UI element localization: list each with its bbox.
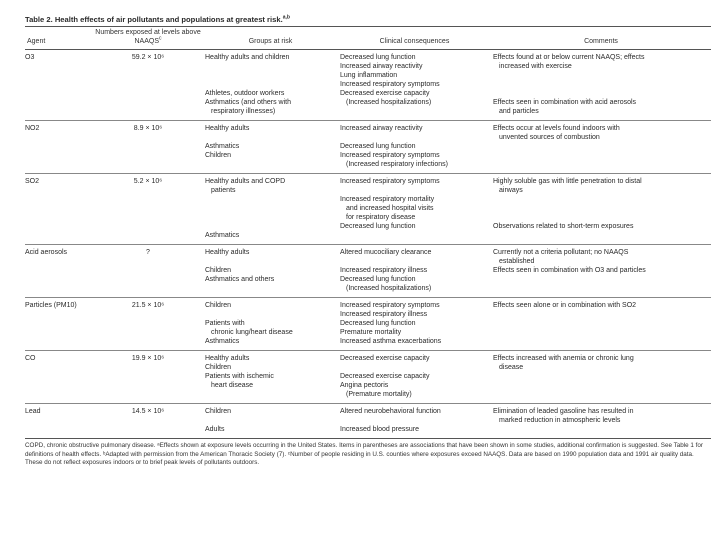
group-line — [205, 80, 336, 89]
table-row — [25, 121, 711, 174]
comment-line: Effects occur at levels found indoors with — [493, 125, 620, 132]
table-row — [25, 50, 711, 121]
group-line: Healthy adults and COPD — [205, 178, 286, 185]
comment-line: Effects increased with anemia or chronic lung — [493, 355, 634, 362]
clinical-line: Lung inflammation — [340, 72, 398, 79]
exposed-count: 14.5 × 10⁶ — [131, 408, 165, 415]
comments-cell — [491, 245, 711, 298]
comment-line: Effects seen in combination with O3 and particles — [493, 267, 646, 274]
agent-cell — [25, 245, 93, 298]
exposed-count-cell — [93, 121, 203, 174]
clinical-cell — [338, 121, 491, 174]
comment-line: Currently not a criteria pollutant; no NAAQS — [493, 249, 629, 256]
agent-cell — [25, 50, 93, 121]
groups-cell — [203, 50, 338, 121]
group-line: Athletes, outdoor workers — [205, 90, 285, 97]
clinical-line: Decreased lung function — [340, 54, 416, 61]
groups-cell — [203, 174, 338, 245]
comment-line: Observations related to short-term exposures — [493, 223, 634, 230]
clinical-line: Increased respiratory illness — [340, 267, 428, 274]
groups-cell — [203, 351, 338, 404]
exposed-count-cell — [93, 351, 203, 404]
table-row — [25, 245, 711, 298]
exposed-count-cell — [93, 404, 203, 439]
exposed-count: 19.9 × 10⁶ — [131, 355, 165, 362]
comment-line: Elimination of leaded gasoline has resulted in — [493, 408, 634, 415]
clinical-line: (Increased hospitalizations) — [346, 285, 432, 292]
comment-line: and particles — [499, 108, 539, 115]
group-line — [205, 71, 336, 80]
groups-cell — [203, 121, 338, 174]
exposed-count: 21.5 × 10⁶ — [131, 302, 165, 309]
clinical-line: Decreased lung function — [340, 223, 416, 230]
group-line: Children — [205, 364, 232, 371]
agent-name: Particles (PM10) — [25, 302, 77, 309]
clinical-line — [340, 257, 489, 266]
comment-line — [493, 71, 709, 80]
comment-line — [493, 213, 709, 222]
comment-line — [493, 89, 709, 98]
group-line: Children — [205, 302, 232, 309]
groups-cell — [203, 245, 338, 298]
table-row — [25, 351, 711, 404]
comment-line: marked reduction in atmospheric levels — [499, 417, 621, 424]
comments-cell — [491, 298, 711, 351]
table-row — [25, 404, 711, 439]
agent-name: CO — [25, 355, 36, 362]
comments-cell — [491, 50, 711, 121]
agent-cell — [25, 121, 93, 174]
group-line — [205, 133, 336, 142]
header-groups: Groups at risk — [203, 27, 338, 50]
clinical-line: Decreased exercise capacity — [340, 90, 430, 97]
clinical-line: (Increased respiratory infections) — [346, 161, 448, 168]
clinical-line: Increased respiratory symptoms — [340, 302, 440, 309]
groups-cell — [203, 404, 338, 439]
group-line: Children — [205, 152, 232, 159]
clinical-line: Decreased lung function — [340, 143, 416, 150]
group-line: Asthmatics — [205, 143, 240, 150]
header-comments: Comments — [491, 27, 711, 50]
groups-cell — [203, 298, 338, 351]
agent-cell — [25, 174, 93, 245]
header-agent: Agent — [25, 27, 93, 50]
group-line: Healthy adults — [205, 249, 250, 256]
exposed-count: 8.9 × 10⁶ — [133, 125, 163, 132]
table-footnote: COPD, chronic obstructive pulmonary disease. ᵃEffects shown at exposure levels occurring in the United States. Items in parentheses are associations that have been shown in some studies, additional confirmation is suggested. See Table 1 for definitions of health effects. ᵇAdapted with permission from the American Thoracic Society (7). ᶜNumber of people residing in U.S. counties where exposures exceed NAAQS. Data are based on 1990 population data and 1991 air quality data. These do not reflect exposures indoors or to brief peak levels of pollutants outdoors. — [25, 438, 711, 468]
clinical-line: (Increased hospitalizations) — [346, 99, 432, 106]
clinical-line: Angina pectoris — [340, 382, 389, 389]
group-line: Children — [205, 267, 232, 274]
clinical-line: Increased blood pressure — [340, 426, 419, 433]
group-line: Asthmatics — [205, 338, 240, 345]
group-line: Asthmatics (and others with — [205, 99, 291, 106]
agent-cell — [25, 404, 93, 439]
exposed-count: ? — [146, 249, 150, 256]
header-numbers: Numbers exposed at levels above NAAQS$^c$ — [93, 27, 203, 50]
group-line: chronic lung/heart disease — [211, 329, 293, 336]
comment-line: Effects found at or below current NAAQS; effects — [493, 54, 645, 61]
group-line: respiratory illnesses) — [211, 108, 276, 115]
comment-line: unvented sources of combustion — [499, 134, 600, 141]
group-line — [205, 257, 336, 266]
comments-cell — [491, 121, 711, 174]
agent-cell — [25, 351, 93, 404]
table-title: Table 2. Health effects of air pollutants and populations at greatest risk.$^{a,b}$ — [25, 14, 290, 24]
clinical-line: for respiratory disease — [346, 214, 416, 221]
clinical-cell — [338, 174, 491, 245]
group-line — [205, 195, 336, 204]
group-line: Adults — [205, 426, 225, 433]
group-line: Patients with ischemic — [205, 373, 274, 380]
exposed-count-cell — [93, 174, 203, 245]
comment-line: disease — [499, 364, 524, 371]
header-row — [25, 27, 711, 50]
clinical-line: Increased respiratory symptoms — [340, 178, 440, 185]
clinical-cell — [338, 404, 491, 439]
group-line: Asthmatics — [205, 232, 240, 239]
comment-line: increased with exercise — [499, 63, 572, 70]
table-figure — [25, 14, 711, 468]
clinical-line: Decreased exercise capacity — [340, 355, 430, 362]
group-line — [205, 204, 336, 213]
clinical-line: Increased asthma exacerbations — [340, 338, 442, 345]
group-line: Patients with — [205, 320, 245, 327]
header-clinical: Clinical consequences — [338, 27, 491, 50]
exposed-count: 59.2 × 10⁶ — [131, 54, 165, 61]
clinical-cell — [338, 351, 491, 404]
clinical-line: Altered neurobehavioral function — [340, 408, 441, 415]
group-line: Healthy adults and children — [205, 54, 290, 61]
group-line: Asthmatics and others — [205, 276, 275, 283]
comments-cell — [491, 174, 711, 245]
clinical-line — [340, 363, 489, 372]
agent-name: SO2 — [25, 178, 40, 185]
table-row — [25, 298, 711, 351]
clinical-line: (Premature mortality) — [346, 391, 412, 398]
comments-cell — [491, 351, 711, 404]
clinical-line: Increased airway reactivity — [340, 125, 423, 132]
clinical-line: and increased hospital visits — [346, 205, 434, 212]
group-line: Healthy adults — [205, 355, 250, 362]
group-line — [205, 213, 336, 222]
clinical-line: Decreased exercise capacity — [340, 373, 430, 380]
agent-name: Lead — [25, 408, 41, 415]
agent-name: Acid aerosols — [25, 249, 68, 256]
agent-cell — [25, 298, 93, 351]
comment-line — [493, 80, 709, 89]
clinical-line: Altered mucociliary clearance — [340, 249, 432, 256]
clinical-line: Increased airway reactivity — [340, 63, 423, 70]
comments-cell — [491, 404, 711, 439]
health-effects-table — [25, 27, 711, 438]
group-line — [205, 310, 336, 319]
comment-line: airways — [499, 187, 523, 194]
exposed-count-cell — [93, 298, 203, 351]
clinical-line — [340, 416, 489, 425]
comment-line: Highly soluble gas with little penetration to distal — [493, 178, 642, 185]
title-footnote-marks: a,b — [282, 14, 290, 21]
group-line — [205, 222, 336, 231]
clinical-line — [340, 186, 489, 195]
exposed-count-cell — [93, 245, 203, 298]
clinical-line: Premature mortality — [340, 329, 402, 336]
table-row — [25, 174, 711, 245]
group-line: Children — [205, 408, 232, 415]
exposed-count-cell — [93, 50, 203, 121]
clinical-line: Decreased lung function — [340, 320, 416, 327]
clinical-line — [340, 133, 489, 142]
clinical-cell — [338, 245, 491, 298]
clinical-line: Increased respiratory mortality — [340, 196, 435, 203]
group-line: heart disease — [211, 382, 254, 389]
exposed-count: 5.2 × 10⁶ — [133, 178, 163, 185]
clinical-line: Increased respiratory symptoms — [340, 152, 440, 159]
clinical-cell — [338, 50, 491, 121]
comment-line: established — [499, 258, 535, 265]
group-line — [205, 416, 336, 425]
clinical-cell — [338, 298, 491, 351]
comment-line: Effects seen alone or in combination with SO2 — [493, 302, 637, 309]
group-line: patients — [211, 187, 236, 194]
clinical-line: Decreased lung function — [340, 276, 416, 283]
agent-name: NO2 — [25, 125, 40, 132]
agent-name: O3 — [25, 54, 35, 61]
comment-line: Effects seen in combination with acid aerosols — [493, 99, 637, 106]
comment-line — [493, 204, 709, 213]
group-line: Healthy adults — [205, 125, 250, 132]
group-line — [205, 62, 336, 71]
clinical-line: Increased respiratory illness — [340, 311, 428, 318]
comment-line — [493, 195, 709, 204]
clinical-line: Increased respiratory symptoms — [340, 81, 440, 88]
